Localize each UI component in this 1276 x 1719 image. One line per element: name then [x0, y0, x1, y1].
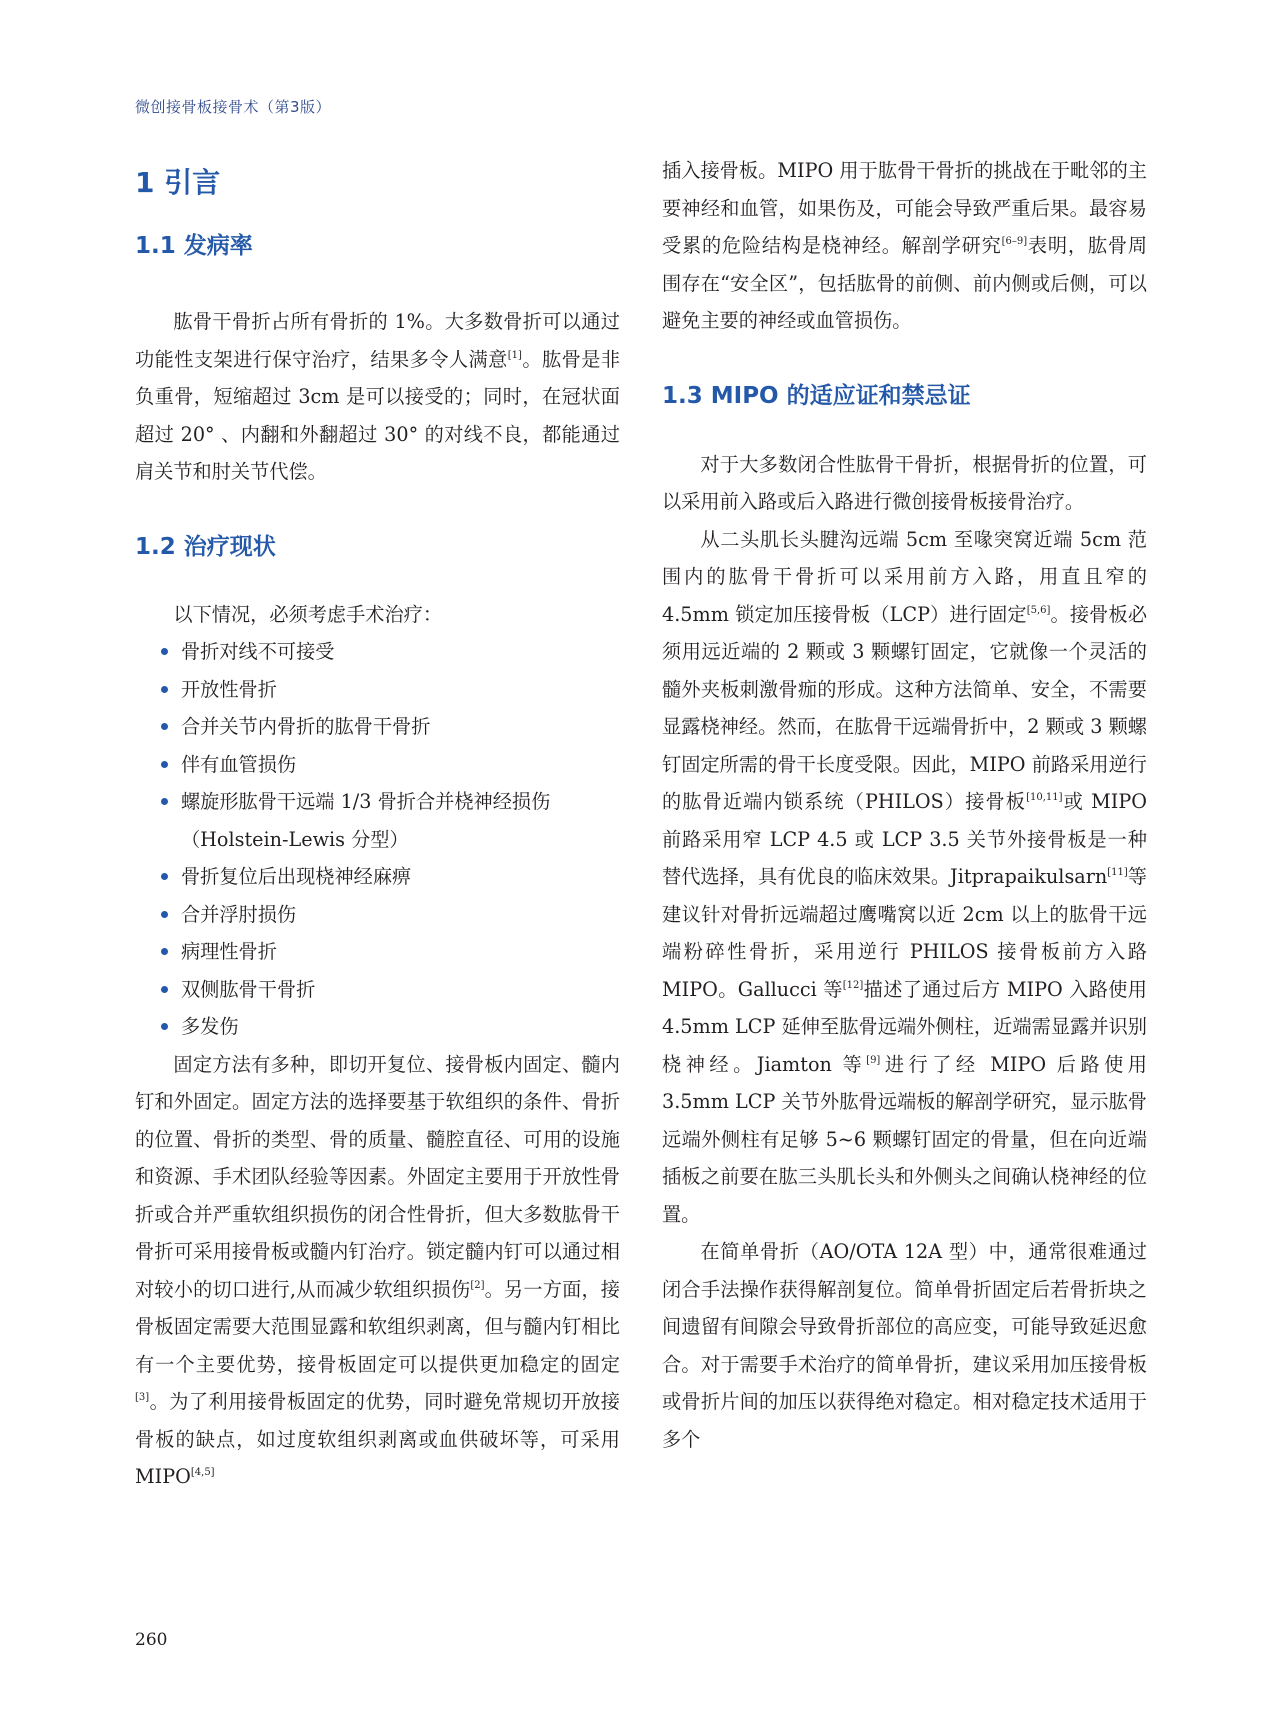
bullet-icon	[161, 948, 168, 955]
left-column	[135, 150, 620, 1496]
citation: [1]	[507, 349, 522, 361]
list-item-text: 骨折复位后出现桡神经麻痹	[181, 865, 412, 888]
paragraph-mipo-challenge	[662, 152, 1147, 340]
bullet-icon	[161, 761, 168, 768]
text-run: 固定方法有多种，即切开复位、接骨板内固定、髓内钉和外固定。固定方法的选择要基于软组织的条件、骨折的位置、骨折的类型、骨的质量、髓腔直径、可用的设施和资源、手术团队经验等因素。外固定主要用于开放性骨折或合并严重软组织损伤的闭合性骨折，但大多数肱骨干骨折可采用接骨板或髓内钉治疗。锁定髓内钉可以通过相对较小的切口进行,从而减少软组织损伤	[135, 1052, 620, 1301]
citation: [12]	[842, 979, 864, 991]
list-item	[135, 858, 620, 896]
text-run: 肱骨干骨折占所有骨折的 1%。大多数骨折可以通过功能性支架进行保守治疗，结果多令人满意	[135, 310, 620, 371]
list-item-text: 螺旋形肱骨干远端 1/3 骨折合并桡神经损伤	[181, 790, 551, 813]
list-item-text: 多发伤	[181, 1015, 239, 1038]
bullet-icon	[161, 648, 168, 655]
section-heading-1-2: 1.2 治疗现状	[135, 533, 276, 560]
bullet-icon	[161, 1023, 168, 1030]
paragraph-simple-fracture: 在简单骨折（AO/OTA 12A 型）中，通常很难通过闭合手法操作获得解剖复位。简单骨折固定后若骨折块之间遗留有间隙会导致骨折部位的高应变，可能导致延迟愈合。对于需要手术治疗的简单骨折，建议采用加压接骨板或骨折片间的加压以获得绝对稳定。相对稳定技术适用于多个	[662, 1240, 1147, 1451]
list-item-text: 骨折对线不可接受	[181, 640, 335, 663]
citation: [2]	[470, 1279, 485, 1291]
text-run: 进行了经 MIPO 后路使用 3.5mm LCP 关节外肱骨远端板的解剖学研究，显示肱骨远端外侧柱有足够 5~6 颗螺钉固定的骨量，但在向近端插板之前要在肱三头肌长头和外侧头之间确认桡神经的位置。	[662, 1052, 1147, 1226]
text-run: 或 MIPO 前路采用窄 LCP 4.5 或 LCP 3.5 关节外接骨板是一种替代选择，具有优良的临床效果。Jitprapaikulsarn	[662, 790, 1148, 888]
list-item-text: 病理性骨折	[181, 940, 277, 963]
citation: [9]	[866, 1054, 881, 1066]
list-item	[135, 633, 620, 671]
list-item	[135, 896, 620, 934]
list-item	[135, 671, 620, 709]
section-heading-1-3: 1.3 MIPO 的适应证和禁忌证	[662, 382, 971, 409]
bullet-icon	[161, 986, 168, 993]
paragraph-fixation-methods	[135, 1046, 620, 1496]
bullet-icon	[161, 686, 168, 693]
citation: [10,11]	[1026, 792, 1063, 803]
paragraph-approach: 对于大多数闭合性肱骨干骨折，根据骨折的位置，可以采用前入路或后入路进行微创接骨板接骨治疗。	[662, 452, 1147, 513]
indication-list	[135, 633, 620, 1046]
paragraph-incidence	[135, 303, 620, 491]
list-item-text: 合并浮肘损伤	[181, 902, 297, 926]
list-item	[135, 708, 620, 746]
list-item	[135, 783, 620, 858]
paragraph-anterior-approach	[662, 521, 1147, 1234]
text-run: 从二头肌长头腱沟远端 5cm 至喙突窝近端 5cm 范围内的肱骨干骨折可以采用前方入路，用直且窄的 4.5mm 锁定加压接骨板（LCP）进行固定	[662, 527, 1147, 626]
chapter-heading: 1 引言	[135, 166, 221, 199]
text-run: 。为了利用接骨板固定的优势，同时避免常规切开放接骨板的缺点，如过度软组织剥离或血供破坏等，可采用 MIPO	[135, 1390, 620, 1488]
text-run: 描述了通过后方 MIPO 入路使用 4.5mm LCP 延伸至肱骨远端外侧柱，近端需显露并识别桡神经。Jiamton 等	[662, 977, 1147, 1076]
citation: [5,6]	[1026, 604, 1051, 616]
list-item	[135, 933, 620, 971]
running-head: 微创接骨板接骨术（第3版）	[135, 98, 332, 116]
list-item	[135, 746, 620, 784]
list-item-text: 双侧肱骨干骨折	[181, 977, 316, 1001]
list-item-continuation: （Holstein-Lewis 分型）	[181, 827, 409, 851]
list-item	[135, 971, 620, 1009]
text-run: 插入接骨板。MIPO 用于肱骨干骨折的挑战在于毗邻的主要神经和血管，如果伤及，可能会导致严重后果。最容易受累的危险结构是桡神经。解剖学研究	[662, 159, 1147, 257]
bullet-icon	[161, 911, 168, 918]
text-run: 。肱骨是非负重骨，短缩超过 3cm 是可以接受的；同时，在冠状面超过 20° 、内翻和外翻超过 30° 的对线不良，都能通过肩关节和肘关节代偿。	[135, 347, 621, 483]
list-item	[135, 1008, 620, 1046]
citation: [3]	[135, 1392, 150, 1403]
text-run: 表明，肱骨周围存在“安全区”，包括肱骨的前侧、前内侧或后侧，可以避免主要的神经或血管损伤。	[662, 234, 1148, 332]
bullet-icon	[161, 873, 168, 880]
citation: [11]	[1107, 867, 1128, 878]
text-run: 。另一方面，接骨板固定需要大范围显露和软组织剥离，但与髓内钉相比有一个主要优势，接骨板固定可以提供更加稳定的固定	[135, 1277, 620, 1376]
paragraph-intro: 以下情况，必须考虑手术治疗：	[173, 602, 443, 626]
section-heading-1-1: 1.1 发病率	[135, 233, 253, 259]
citation: [6–9]	[1001, 236, 1028, 247]
page-number: 260	[135, 1630, 168, 1650]
text-run: 等建议针对骨折远端超过鹰嘴窝以近 2cm 以上的肱骨干远端粉碎性骨折，采用逆行 PHILOS 接骨板前方入路 MIPO。Gallucci 等	[662, 865, 1147, 1001]
text-run: 。接骨板必须用远近端的 2 颗或 3 颗螺钉固定，它就像一个灵活的髓外夹板刺激骨痂的形成。这种方法简单、安全，不需要显露桡神经。然而，在肱骨干远端骨折中，2 颗或 3 颗螺钉固定所需的骨干长度受限。因此，MIPO 前路采用逆行的肱骨近端内锁系统（PHILOS）接骨板	[662, 602, 1147, 813]
bullet-icon	[161, 723, 168, 730]
list-item-text: 伴有血管损伤	[181, 752, 297, 776]
list-item-text: 开放性骨折	[181, 677, 277, 701]
citation: [4,5]	[190, 1467, 215, 1478]
right-column	[662, 152, 1147, 1458]
list-item-text: 合并关节内骨折的肱骨干骨折	[181, 715, 431, 738]
bullet-icon	[161, 798, 168, 805]
